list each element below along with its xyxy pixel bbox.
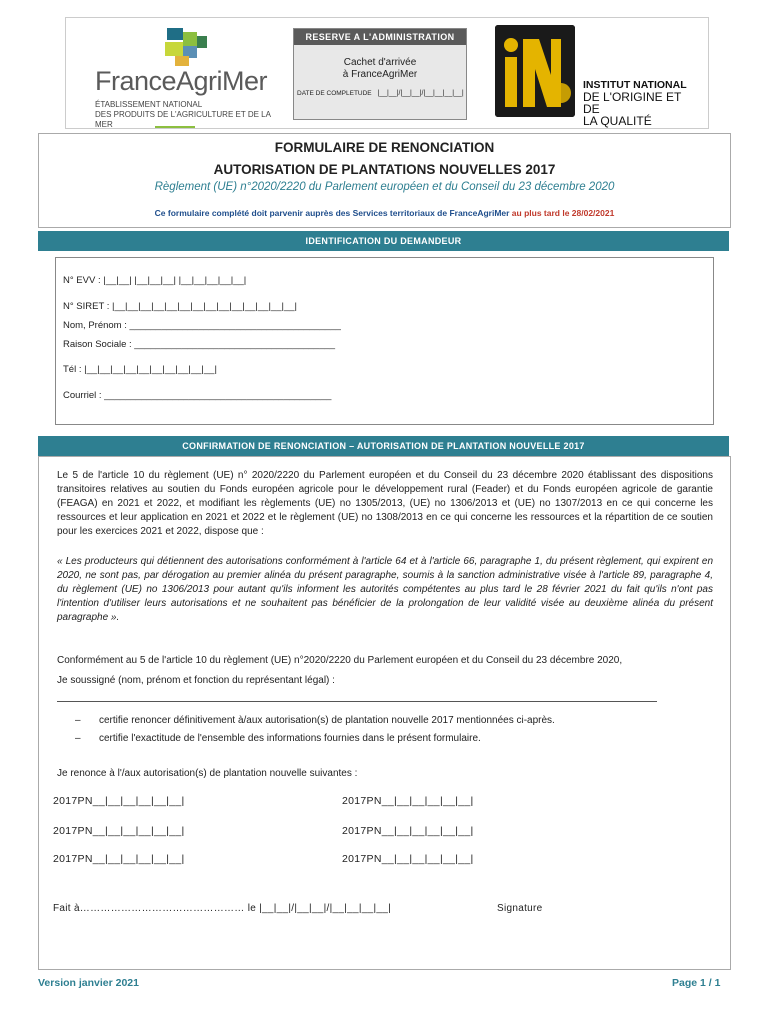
certify-text-1: certifie renoncer définitivement à/aux autorisation(s) de plantation nouvelle 2017 mentionnées ci-après. [99,715,555,726]
conformement-paragraph: Conformément au 5 de l'article 10 du règlement (UE) n°2020/2220 du Parlement européen et du Conseil du 23 décembre 2020, [57,655,623,666]
notice-text: Ce formulaire complété doit parvenir auprès des Services territoriaux de FranceAgriMer [154,208,512,218]
cachet-line-1: Cachet d'arrivée [343,57,417,68]
version-label: Version janvier 2021 [38,977,139,989]
subtitle-line-1: ÉTABLISSEMENT NATIONAL [95,100,203,109]
form-subtitle: AUTORISATION DE PLANTATIONS NOUVELLES 2017 [213,162,556,177]
franceagrimer-name: FranceAgriMer [95,66,268,96]
evv-field[interactable]: N° EVV : |__|__| |__|__|__| |__|__|__|__|__| [63,275,247,286]
inao-line-2: DE L'ORIGINE ET DE [583,90,682,116]
subtitle-line-2: DES PRODUITS DE L'AGRICULTURE ET DE LA MER [95,110,271,129]
admin-reserved-box [293,28,467,120]
date-label: DATE DE COMPLETUDE [297,90,372,97]
franceagrimer-logo [95,28,280,129]
email-field[interactable]: Courriel : ___________________________________________ [63,390,332,401]
place-date-field[interactable]: Fait à………………………………………… le |__|__|/|__|__|/|__|__|__|__| [53,903,391,914]
inao-logo [490,25,690,128]
signature-label: Signature [497,903,543,914]
inao-line-3: LA QUALITÉ [583,114,652,128]
inao-name [583,80,690,127]
dash-2: – [75,733,81,744]
regulation-paragraph: Le 5 de l'article 10 du règlement (UE) n° 2020/2220 du Parlement européen et du Conseil du 23 décembre 2020 établissant des dispositions transitoires relatives au soutien du Fonds européen agricole pour le développement rural (Feader) et du Fonds européen agricole de garantie (FEAGA) en 2021 et 2022, et modifiant les règlements (UE) no 1305/2013, (UE) no 1306/2013 et (UE) no 1307/2013 en ce qui concerne les ressources et leur application en 2021 et 2022 et le règlement (UE) no 1308/2013 en ce qui concerne les ressources et la répartition de ce soutien pour les exercices 2021 et 2022, dispose que : [57,470,713,537]
pn-field-3[interactable]: 2017PN__|__|__|__|__|__| [53,825,185,837]
franceagrimer-emblem-icon [161,28,211,68]
admin-box-title: RESERVE A L'ADMINISTRATION [294,29,466,45]
notice-deadline: au plus tard le 28/02/2021 [511,208,615,218]
date-value: |__|__|/|__|__|/|__|__|__|__| [377,90,464,97]
completude-date-field[interactable] [294,90,466,97]
company-name-field[interactable]: Raison Sociale : ______________________________________ [63,339,336,350]
cachet-line-2: à FranceAgriMer [342,69,418,80]
regulation-reference: Règlement (UE) n°2020/2220 du Parlement européen et du Conseil du 23 décembre 2020 [154,181,615,193]
cachet-label [294,57,466,81]
inao-emblem-icon [495,25,575,117]
pn-field-6[interactable]: 2017PN__|__|__|__|__|__| [342,853,474,865]
pn-field-5[interactable]: 2017PN__|__|__|__|__|__| [53,853,185,865]
inao-line-1: INSTITUT NATIONAL [583,79,687,91]
identification-section [55,257,714,425]
confirmation-section [38,456,731,970]
name-field[interactable]: Nom, Prénom : ________________________________________ [63,320,341,331]
renonce-label: Je renonce à l'/aux autorisation(s) de plantation nouvelle suivantes : [57,768,358,779]
pn-field-1[interactable]: 2017PN__|__|__|__|__|__| [53,795,185,807]
submission-notice [39,208,730,218]
logo-underline [155,126,195,128]
certify-item-2 [75,732,481,746]
pn-field-2[interactable]: 2017PN__|__|__|__|__|__| [342,795,474,807]
signatory-line[interactable] [57,701,657,702]
dash-1: – [75,715,81,726]
page-number: Page 1 / 1 [672,977,721,989]
confirmation-band: CONFIRMATION DE RENONCIATION – AUTORISATION DE PLANTATION NOUVELLE 2017 [38,436,729,456]
phone-field[interactable]: Tél : |__|__|__|__|__|__|__|__|__|__| [63,364,217,375]
title-block [38,133,731,228]
identification-band: IDENTIFICATION DU DEMANDEUR [38,231,729,251]
pn-field-4[interactable]: 2017PN__|__|__|__|__|__| [342,825,474,837]
soussigne-label: Je soussigné (nom, prénom et fonction du représentant légal) : [57,675,335,686]
form-title: FORMULAIRE DE RENONCIATION [274,140,495,155]
quoted-article: « Les producteurs qui détiennent des autorisations conformément à l'article 64 et à l'article 66, paragraphe 1, du présent règlement, qui expirent en 2020, ne sont pas, par dérogation au premier alinéa du présent paragraphe, soumis à la sanction administrative visée à l'article 89, paragraphe 4, du règlement (UE) no 1306/2013 pour autant qu'ils informent les autorités compétentes au plus tard le 28 février 2021 du fait qu'ils n'ont pas l'intention d'utiliser leurs autorisations et ne souhaitent pas bénéficier de la prolongation de leur validité visée au deuxième alinéa du présent paragraphe ». [57,556,713,623]
siret-field[interactable]: N° SIRET : |__|__|__|__|__|__|__|__|__|__|__|__|__|__| [63,301,297,312]
certify-item-1 [75,714,555,728]
certify-text-2: certifie l'exactitude de l'ensemble des informations fournies dans le présent formulaire. [99,733,481,744]
